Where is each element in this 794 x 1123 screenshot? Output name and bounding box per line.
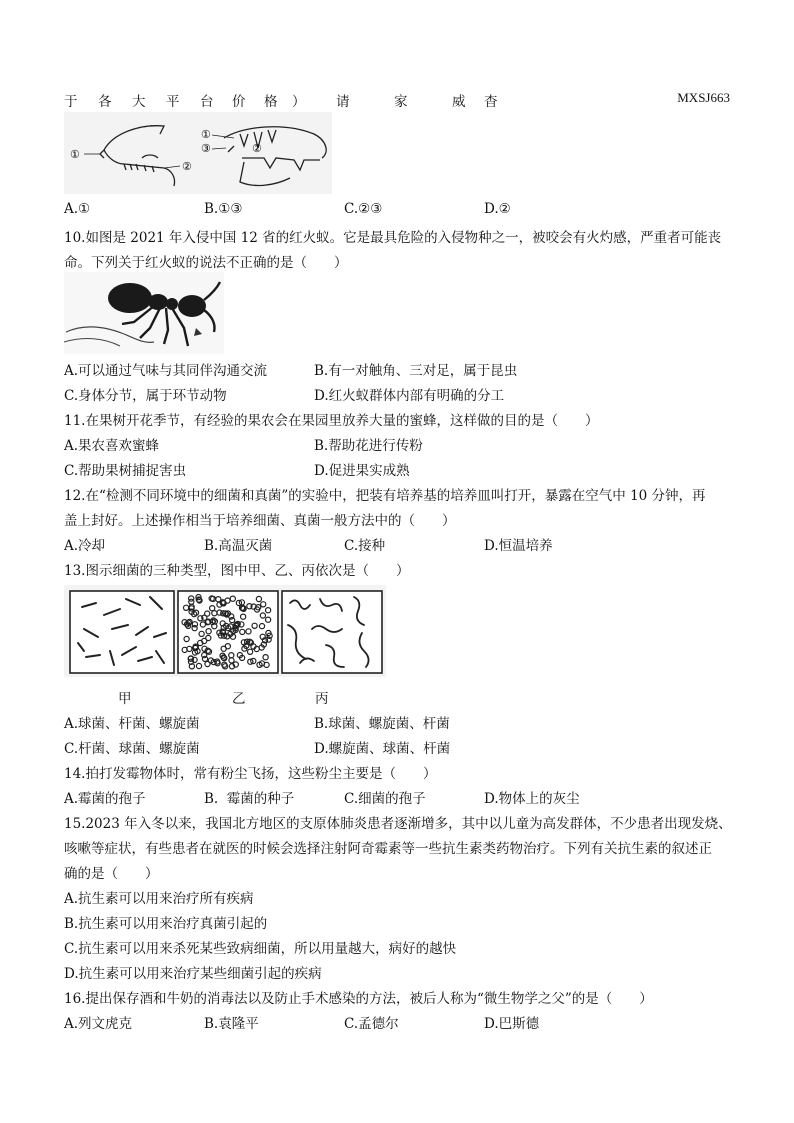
q10-option-d[interactable]: D.红火蚁群体内部有明确的分工 <box>314 388 505 404</box>
document-code: MXSJ663 <box>677 90 730 105</box>
q11-option-d[interactable]: D.促进果实成熟 <box>314 463 410 479</box>
teeth-figure <box>64 112 332 194</box>
q9-option-d[interactable]: D.② <box>484 201 511 217</box>
q13-stem: 13.图示细菌的三种类型，图中甲、乙、丙依次是（ ） <box>64 563 410 579</box>
q12-option-a[interactable]: A.冷却 <box>64 538 106 554</box>
q16-option-a[interactable]: A.列文虎克 <box>64 1016 133 1032</box>
caption-yi: 乙 <box>232 691 246 707</box>
q11-option-a[interactable]: A.果农喜欢蜜蜂 <box>64 438 160 454</box>
q14-stem: 14.拍打发霉物体时，常有粉尘飞扬，这些粉尘主要是（ ） <box>64 766 437 782</box>
q15-option-b[interactable]: B.抗生素可以用来治疗真菌引起的 <box>64 916 268 932</box>
q13-option-a[interactable]: A.球菌、杆菌、螺旋菌 <box>64 716 200 732</box>
fire-ant-drawing <box>64 272 224 354</box>
q11-stem: 11.在果树开花季节，有经验的果农会在果园里放养大量的蜜蜂，这样做的目的是（ ） <box>64 413 599 429</box>
q12-option-d[interactable]: D.恒温培养 <box>484 538 553 554</box>
q10-option-b[interactable]: B.有一对触角、三对足，属于昆虫 <box>314 363 518 379</box>
q16-option-c[interactable]: C.孟德尔 <box>344 1016 399 1032</box>
q15-option-a[interactable]: A.抗生素可以用来治疗所有疾病 <box>64 891 254 907</box>
caption-bing: 丙 <box>315 691 329 707</box>
q14-option-b[interactable]: B. 霉菌的种子 <box>204 791 295 807</box>
fire-ant-figure <box>64 272 224 354</box>
q9-option-a[interactable]: A.① <box>64 201 91 217</box>
q15-stem-line2: 咳嗽等症状，有些患者在就医的时候会选择注射阿奇霉素等一些抗生素类药物治疗。下列有关抗生素的叙述正 <box>64 841 712 857</box>
header-char: 杳 <box>484 94 498 110</box>
q14-option-d[interactable]: D.物体上的灰尘 <box>484 791 580 807</box>
q12-stem-line1: 12.在“检测不同环境中的细菌和真菌”的实验中，把装有培养基的培养皿叫打开，暴露在空气中 10 分钟，再 <box>64 488 706 504</box>
q13-option-d[interactable]: D.螺旋菌、球菌、杆菌 <box>314 741 451 757</box>
q10-option-c[interactable]: C.身体分节，属于环节动物 <box>64 388 227 404</box>
figure-label: ① <box>201 128 211 141</box>
figure-label: ③ <box>201 142 211 155</box>
q15-option-d[interactable]: D.抗生素可以用来治疗某些细菌引起的疾病 <box>64 966 322 982</box>
q12-stem-line2: 盖上封好。上述操作相当于培养细菌、真菌一般方法中的（ ） <box>64 513 456 529</box>
header-char: 格 <box>264 94 278 110</box>
q11-option-c[interactable]: C.帮助果树捕捉害虫 <box>64 463 187 479</box>
bacteria-drawing <box>64 585 386 677</box>
header-char: 家 <box>394 94 408 110</box>
header-char: 请 <box>336 94 350 110</box>
figure-label: ② <box>182 160 192 173</box>
header-char: 台 <box>200 94 214 110</box>
q15-option-c[interactable]: C.抗生素可以用来杀死某些致病细菌，所以用量越大，病好的越快 <box>64 941 457 957</box>
q13-option-c[interactable]: C.杆菌、球菌、螺旋菌 <box>64 741 200 757</box>
caption-jia: 甲 <box>118 691 132 707</box>
q10-stem-line2: 命。下列关于红火蚁的说法不正确的是（ ） <box>64 255 348 271</box>
q16-option-b[interactable]: B.袁隆平 <box>204 1016 259 1032</box>
header-char: 大 <box>132 94 146 110</box>
header-char: 价 <box>232 94 246 110</box>
teeth-drawing <box>64 112 332 194</box>
q16-stem: 16.提出保存酒和牛奶的消毒法以及防止手术感染的方法，被后人称为“微生物学之父”的是（ ） <box>64 991 653 1007</box>
q10-option-a[interactable]: A.可以通过气味与其同伴沟通交流 <box>64 363 268 379</box>
q9-option-c[interactable]: C.②③ <box>344 201 383 217</box>
q9-option-b[interactable]: B.①③ <box>204 201 243 217</box>
q14-option-a[interactable]: A.霉菌的孢子 <box>64 791 146 807</box>
q11-option-b[interactable]: B.帮助花进行传粉 <box>314 438 423 454</box>
q15-stem-line1: 15.2023 年入冬以来，我国北方地区的支原体肺炎患者逐渐增多，其中以儿童为高发群体，不少患者出现发烧、 <box>64 816 732 832</box>
header-char: 平 <box>166 94 180 110</box>
figure-label: ① <box>70 148 80 161</box>
q12-option-c[interactable]: C.接种 <box>344 538 386 554</box>
bacteria-figure <box>64 585 386 677</box>
header-char: ） <box>292 94 306 110</box>
header-char: 威 <box>452 94 466 110</box>
header-char: 各 <box>98 94 112 110</box>
q13-option-b[interactable]: B.球菌、螺旋菌、杆菌 <box>314 716 450 732</box>
header-char: 于 <box>64 94 78 110</box>
q15-stem-line3: 确的是（ ） <box>64 866 159 882</box>
figure-label: ② <box>252 142 262 155</box>
q14-option-c[interactable]: C.细菌的孢子 <box>344 791 426 807</box>
q10-stem-line1: 10.如图是 2021 年入侵中国 12 省的红火蚁。它是最具危险的入侵物种之一，被咬会有火灼感，严重者可能丧 <box>64 230 722 246</box>
q16-option-d[interactable]: D.巴斯德 <box>484 1016 540 1032</box>
page-header <box>64 90 730 108</box>
q12-option-b[interactable]: B.高温灭菌 <box>204 538 273 554</box>
